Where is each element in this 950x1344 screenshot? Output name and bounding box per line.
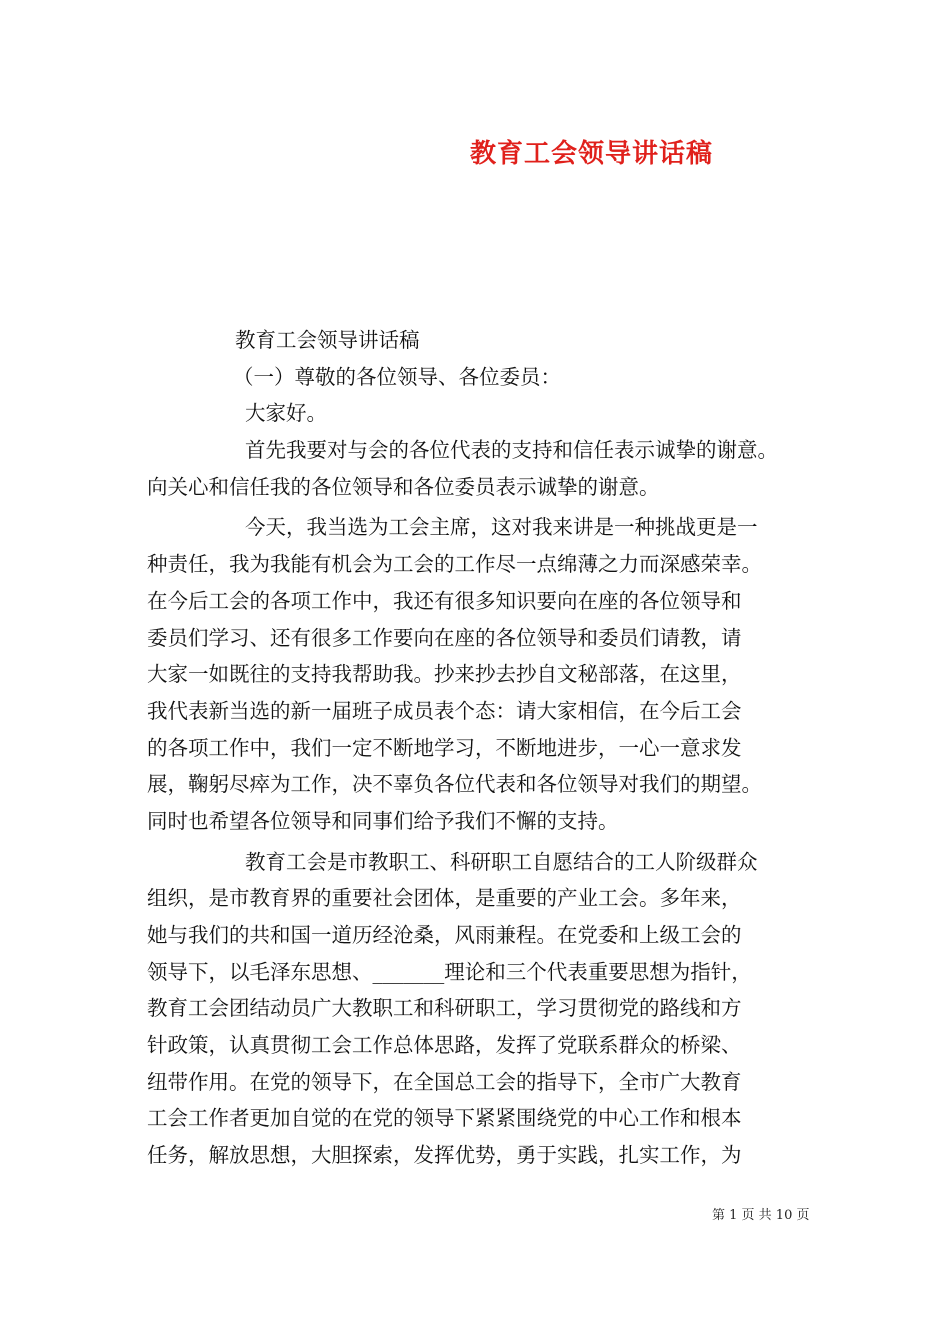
paragraph-line: 大家一如既往的支持我帮助我。抄来抄去抄自文秘部落，在这里， — [147, 662, 742, 687]
paragraph-line: 针政策，认真贯彻工会工作总体思路，发挥了党联系群众的桥梁、 — [147, 1033, 742, 1058]
paragraph-line: 首先我要对与会的各位代表的支持和信任表示诚挚的谢意。 — [245, 438, 778, 463]
paragraph-line: 在今后工会的各项工作中，我还有很多知识要向在座的各位领导和 — [147, 588, 742, 613]
page-title: 教育工会领导讲话稿 — [470, 139, 714, 169]
greeting: 大家好。 — [245, 401, 327, 426]
paragraph-line: 的各项工作中，我们一定不断地学习，不断地进步，一心一意求发 — [147, 735, 742, 760]
paragraph-line: 委员们学习、还有很多工作要向在座的各位领导和委员们请教，请 — [147, 625, 742, 650]
paragraph-line: 她与我们的共和国一道历经沧桑，风雨兼程。在党委和上级工会的 — [147, 923, 742, 947]
paragraph-line: 展，鞠躬尽瘁为工作，决不辜负各位代表和各位领导对我们的期望。 — [147, 772, 762, 797]
paragraph-line: 任务，解放思想，大胆探索，发挥优势，勇于实践，扎实工作，为 — [147, 1143, 742, 1168]
paragraph-line: 向关心和信任我的各位领导和各位委员表示诚挚的谢意。 — [147, 474, 660, 499]
paragraph-line: 我代表新当选的新一届班子成员表个态：请大家相信，在今后工会 — [147, 698, 742, 723]
document-heading: 教育工会领导讲话稿 — [235, 328, 420, 352]
paragraph-line: 纽带作用。在党的领导下，在全国总工会的指导下，全市广大教育 — [147, 1069, 742, 1094]
paragraph-line: 同时也希望各位领导和同事们给予我们不懈的支持。 — [147, 808, 619, 833]
page-number: 第 1 页 共 10 页 — [712, 1208, 810, 1223]
paragraph-line: 领导下，以毛泽东思想、_______理论和三个代表重要思想为指针， — [147, 959, 752, 984]
paragraph-line: 工会工作者更加自觉的在党的领导下紧紧围绕党的中心工作和根本 — [147, 1106, 742, 1131]
section-heading: （一）尊敬的各位领导、各位委员： — [233, 364, 561, 389]
paragraph-line: 教育工会团结动员广大教职工和科研职工，学习贯彻党的路线和方 — [147, 996, 742, 1021]
paragraph-line: 组织，是市教育界的重要社会团体，是重要的产业工会。多年来， — [147, 886, 742, 911]
paragraph-line: 今天，我当选为工会主席，这对我来讲是一种挑战更是一 — [245, 515, 758, 540]
paragraph-line: 教育工会是市教职工、科研职工自愿结合的工人阶级群众 — [245, 849, 758, 874]
paragraph-line: 种责任，我为我能有机会为工会的工作尽一点绵薄之力而深感荣幸。 — [147, 552, 762, 577]
document-body — [147, 322, 827, 1174]
